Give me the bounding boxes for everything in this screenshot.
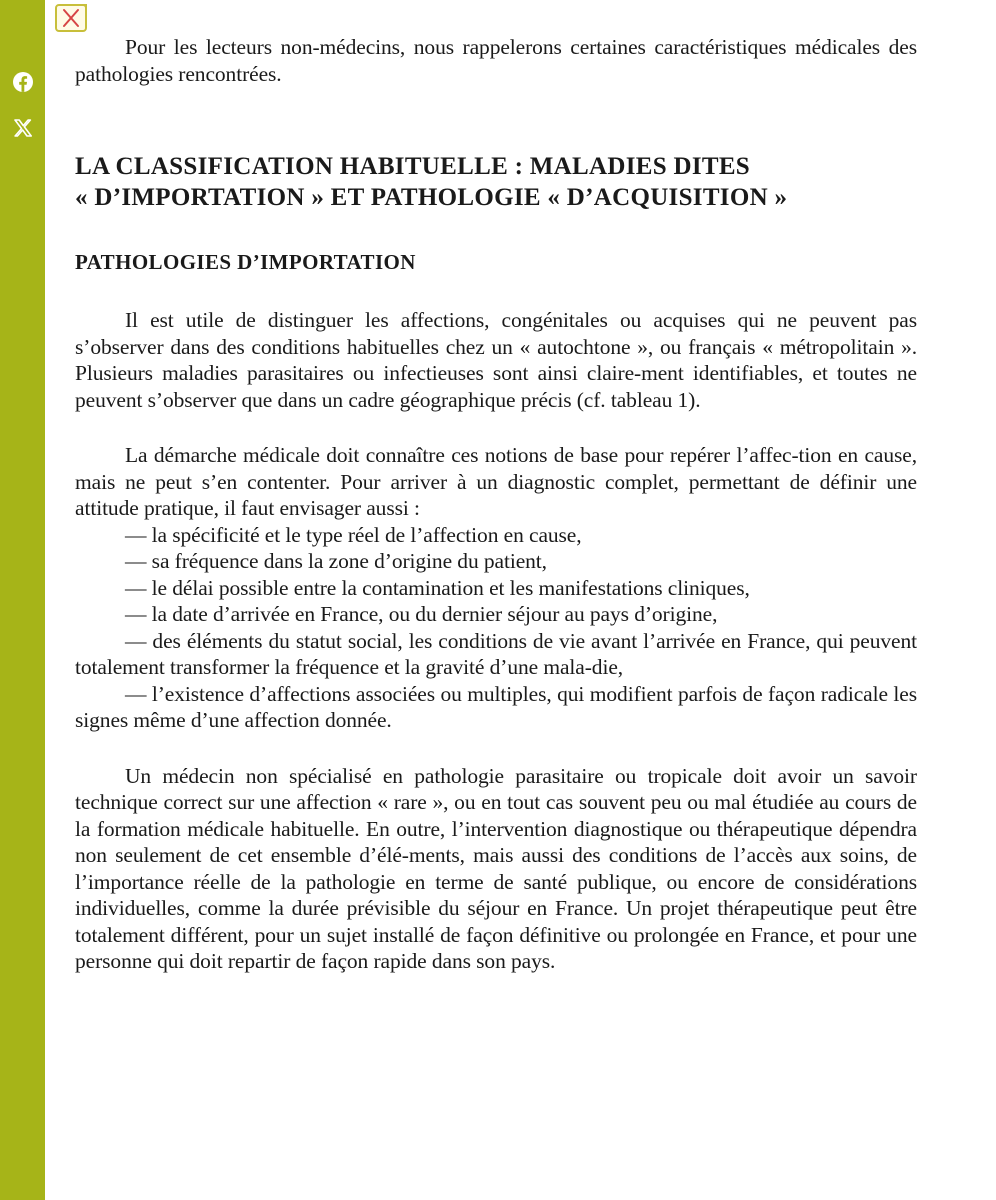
list-item: — la spécificité et le type réel de l’affection en cause, [125,522,582,547]
paragraph-3: Un médecin non spécialisé en pathologie parasitaire ou tropicale doit avoir un savoir technique correct sur une affection « rare », ou en tout cas souvent peu ou mal étudiée au cours de la formation médicale habituelle. En outre, l’intervention diagnostique ou thérapeutique dépendra non seulement de cet ensemble d’élé-ments, mais aussi des conditions de l’accès aux soins, de l’importance réelle de la pathologie en terme de santé publique, ou encore de considérations individuelles, comme la durée prévisible du séjour en France. Un projet thérapeutique peut être totalement différent, pour un sujet installé de façon définitive ou prolongée en France, et pour une personne qui doit repartir de façon rapide dans son pays. [75,763,917,973]
facebook-icon[interactable] [11,70,35,94]
broken-image-icon [55,4,87,32]
list-item: — sa fréquence dans la zone d’origine du patient, [125,549,547,573]
list-item: — des éléments du statut social, les conditions de vie avant l’arrivée en France, qui peuvent totalement transformer la fréquence et la gravité d’une mala-die, [75,628,917,679]
section-title-line-2: « D’IMPORTATION » ET PATHOLOGIE « D’ACQUISITION » [75,184,788,211]
section-title-line-1: LA CLASSIFICATION HABITUELLE : MALADIES DITES [75,153,751,180]
paragraph-2: La démarche médicale doit connaître ces notions de base pour repérer l’affec-tion en cause, mais ne peut s’en contenter. Pour arriver à un diagnostic complet, permettant de définir une attitude pratique, il faut envisager aussi : [75,443,917,520]
paragraph-1: Il est utile de distinguer les affections, congénitales ou acquises qui ne peuvent pas s’observer dans des conditions habituelles chez un « autochtone », ou français « métropolitain ». Plusieurs maladies parasitaires ou infectieuses sont ainsi claire-ment identifiables, et toutes ne peuvent s’observer que dans un cadre géographique précis (cf. tableau 1). [75,308,917,412]
intro-paragraph: Pour les lecteurs non-médecins, nous rappelerons certaines caractéristiques médicales des pathologies rencontrées. [75,35,917,86]
x-twitter-icon[interactable] [11,116,35,140]
list-item: — la date d’arrivée en France, ou du dernier séjour au pays d’origine, [125,602,718,626]
paragraph-2-block [75,442,917,734]
subsection-title: PATHOLOGIES D’IMPORTATION [75,250,416,274]
document-page [75,34,917,975]
section-title [75,151,917,213]
list-item: — l’existence d’affections associées ou multiples, qui modifient parfois de façon radicale les signes même d’une affection donnée. [75,681,917,732]
share-sidebar [0,0,45,1200]
list-item: — le délai possible entre la contamination et les manifestations cliniques, [125,575,750,600]
